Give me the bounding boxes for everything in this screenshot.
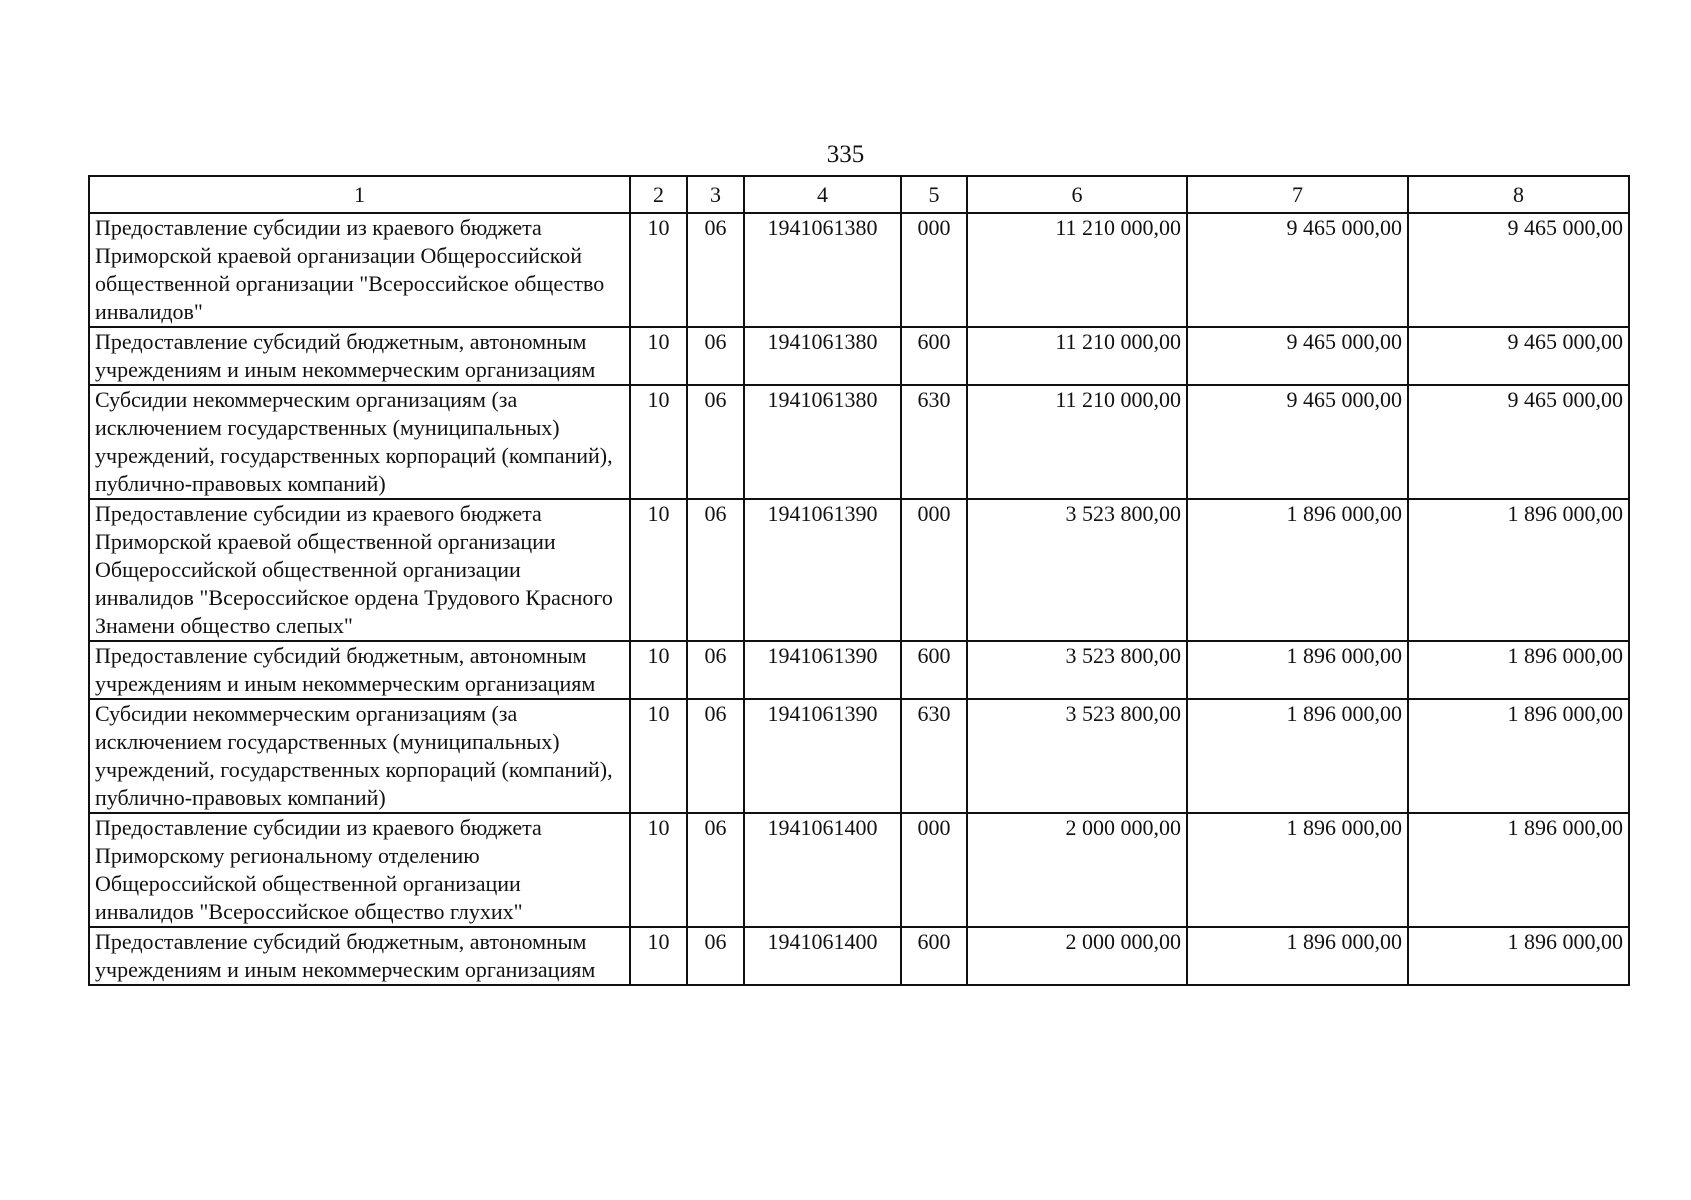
subsection-code: 06: [687, 385, 744, 499]
amount-column-7: 1 896 000,00: [1187, 699, 1408, 813]
item-name: Предоставление субсидий бюджетным, автономным учреждениям и иным некоммерческим организациям: [89, 927, 630, 985]
amount-column-7: 9 465 000,00: [1187, 327, 1408, 385]
amount-column-6: 2 000 000,00: [967, 813, 1187, 927]
header-row: [89, 176, 1629, 213]
table-row: [89, 813, 1629, 927]
amount-column-7: 1 896 000,00: [1187, 927, 1408, 985]
item-name: Предоставление субсидии из краевого бюджета Приморской краевой общественной организации Общероссийской общественной организации инвалидов "Всероссийское ордена Трудового Красного Знамени общество слепых": [89, 499, 630, 641]
amount-column-6: 3 523 800,00: [967, 499, 1187, 641]
target-article-code: 1941061390: [744, 699, 901, 813]
section-code: 10: [630, 927, 687, 985]
expense-type-code: 000: [901, 213, 967, 327]
column-header: 2: [630, 176, 687, 213]
table-row: [89, 699, 1629, 813]
subsection-code: 06: [687, 499, 744, 641]
amount-column-7: 1 896 000,00: [1187, 641, 1408, 699]
target-article-code: 1941061390: [744, 641, 901, 699]
expense-type-code: 600: [901, 641, 967, 699]
item-name: Субсидии некоммерческим организациям (за исключением государственных (муниципальных) учреждений, государственных корпораций (компаний), публично-правовых компаний): [89, 699, 630, 813]
item-name: Предоставление субсидии из краевого бюджета Приморской краевой организации Общероссийской общественной организации "Всероссийское общество инвалидов": [89, 213, 630, 327]
subsection-code: 06: [687, 327, 744, 385]
amount-column-7: 1 896 000,00: [1187, 499, 1408, 641]
amount-column-8: 9 465 000,00: [1408, 327, 1629, 385]
table-row: [89, 213, 1629, 327]
amount-column-6: 11 210 000,00: [967, 385, 1187, 499]
page-number: 335: [826, 141, 865, 168]
section-code: 10: [630, 813, 687, 927]
expense-type-code: 000: [901, 499, 967, 641]
column-header: 7: [1187, 176, 1408, 213]
expense-type-code: 000: [901, 813, 967, 927]
amount-column-7: 9 465 000,00: [1187, 385, 1408, 499]
subsection-code: 06: [687, 813, 744, 927]
table-row: [89, 499, 1629, 641]
expense-type-code: 630: [901, 699, 967, 813]
section-code: 10: [630, 327, 687, 385]
subsection-code: 06: [687, 641, 744, 699]
column-header: 4: [744, 176, 901, 213]
section-code: 10: [630, 699, 687, 813]
amount-column-7: 9 465 000,00: [1187, 213, 1408, 327]
subsection-code: 06: [687, 213, 744, 327]
target-article-code: 1941061380: [744, 213, 901, 327]
table-row: [89, 385, 1629, 499]
target-article-code: 1941061390: [744, 499, 901, 641]
column-header: 8: [1408, 176, 1629, 213]
subsection-code: 06: [687, 699, 744, 813]
column-header: 1: [89, 176, 630, 213]
amount-column-8: 9 465 000,00: [1408, 385, 1629, 499]
amount-column-6: 2 000 000,00: [967, 927, 1187, 985]
table-row: [89, 927, 1629, 985]
amount-column-8: 1 896 000,00: [1408, 699, 1629, 813]
target-article-code: 1941061400: [744, 813, 901, 927]
table-row: [89, 641, 1629, 699]
amount-column-8: 9 465 000,00: [1408, 213, 1629, 327]
amount-column-7: 1 896 000,00: [1187, 813, 1408, 927]
expense-type-code: 600: [901, 927, 967, 985]
amount-column-6: 3 523 800,00: [967, 641, 1187, 699]
item-name: Субсидии некоммерческим организациям (за исключением государственных (муниципальных) учреждений, государственных корпораций (компаний), публично-правовых компаний): [89, 385, 630, 499]
column-header: 5: [901, 176, 967, 213]
amount-column-6: 11 210 000,00: [967, 213, 1187, 327]
budget-table: [88, 175, 1630, 986]
amount-column-8: 1 896 000,00: [1408, 641, 1629, 699]
amount-column-6: 11 210 000,00: [967, 327, 1187, 385]
item-name: Предоставление субсидий бюджетным, автономным учреждениям и иным некоммерческим организациям: [89, 641, 630, 699]
amount-column-8: 1 896 000,00: [1408, 813, 1629, 927]
section-code: 10: [630, 641, 687, 699]
table-row: [89, 327, 1629, 385]
item-name: Предоставление субсидий бюджетным, автономным учреждениям и иным некоммерческим организациям: [89, 327, 630, 385]
subsection-code: 06: [687, 927, 744, 985]
section-code: 10: [630, 385, 687, 499]
target-article-code: 1941061380: [744, 385, 901, 499]
section-code: 10: [630, 499, 687, 641]
item-name: Предоставление субсидии из краевого бюджета Приморскому региональному отделению Общероссийской общественной организации инвалидов "Всероссийское общество глухих": [89, 813, 630, 927]
amount-column-8: 1 896 000,00: [1408, 927, 1629, 985]
section-code: 10: [630, 213, 687, 327]
column-header: 6: [967, 176, 1187, 213]
expense-type-code: 630: [901, 385, 967, 499]
target-article-code: 1941061400: [744, 927, 901, 985]
target-article-code: 1941061380: [744, 327, 901, 385]
column-header: 3: [687, 176, 744, 213]
amount-column-6: 3 523 800,00: [967, 699, 1187, 813]
amount-column-8: 1 896 000,00: [1408, 499, 1629, 641]
expense-type-code: 600: [901, 327, 967, 385]
